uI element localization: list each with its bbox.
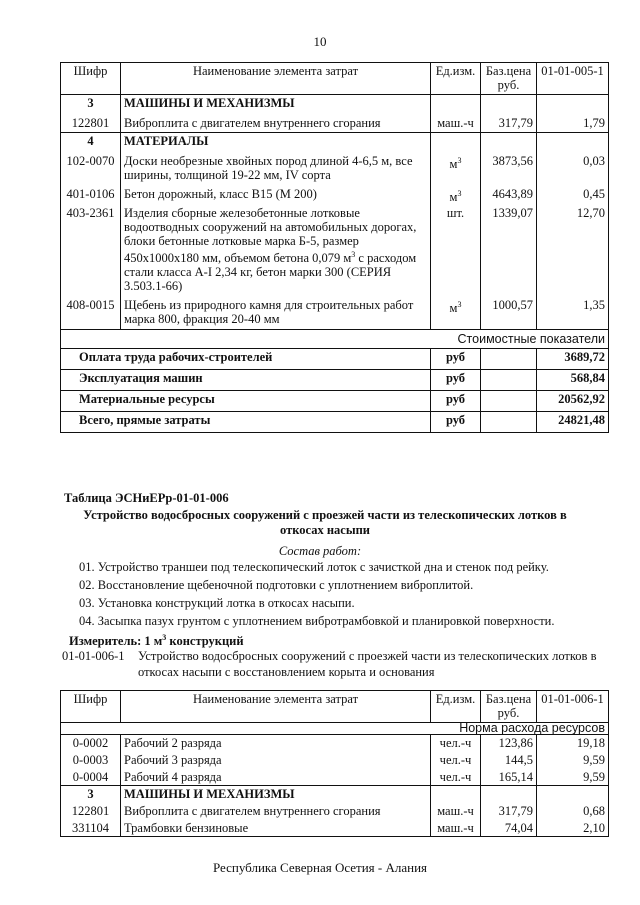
table-row: 331104 Трамбовки бензиновые маш.-ч 74,04 2,10 (61, 820, 609, 837)
total-row: Материальные ресурсы руб 20562,92 (61, 390, 609, 411)
col-code-header: Шифр (61, 63, 121, 95)
table-row: 122801 Виброплита с двигателем внутреннего сгорания маш.-ч 317,79 0,68 (61, 803, 609, 820)
norm-label: Норма расхода ресурсов (61, 723, 609, 735)
section-title: МАШИНЫ И МЕХАНИЗМЫ (121, 95, 431, 115)
total-row: Всего, прямые затраты руб 24821,48 (61, 411, 609, 432)
total-row: Оплата труда рабочих-строителей руб 3689,72 (61, 348, 609, 369)
col-norm-header: 01-01-005-1 (537, 63, 609, 95)
section-title: МАТЕРИАЛЫ (121, 133, 431, 153)
col-unit-header: Ед.изм. (431, 63, 481, 95)
measurement-unit: Измеритель: 1 $м^3$ конструкций (69, 633, 244, 649)
table-row: 102-0070 Доски необрезные хвойных пород длиной 4-6,5 м, все ширины, толщиной 19-22 мм, IV сорта $м^3$ 3873,56 0,03 (61, 153, 609, 186)
page-number: 10 (313, 34, 327, 49)
item-code: 01-01-006-1 (62, 649, 125, 663)
table-title: Таблица ЭСНиЕРр-01-01-006 (64, 491, 229, 505)
col-code-header: Шифр (61, 691, 121, 723)
section-number: 4 (61, 133, 121, 153)
col-unit-header: Ед.изм. (431, 691, 481, 723)
item-description: Устройство водосбросных сооружений с проезжей части из телескопических лотков в откосах насыпи с восстановлением корыта и основания (138, 649, 597, 679)
cost-indicators-label: Стоимостные показатели (61, 329, 609, 348)
table-row: 403-2361 Изделия сборные железобетонные лотковые водоотводных сооружений на автомобильных дорогах, блоки бетонные лотковые марка Б-5, размер 450х1000х180 мм, объемом бетона 0,079 $м^3$ с расходом стали класса А-I 2,34 кг, бетон марки 300 (СЕРИЯ 3.503.1-66) шт. 1339,07 12,70 (61, 205, 609, 297)
table-row: 401-0106 Бетон дорожный, класс В15 (М 200) $м^3$ 4643,89 0,45 (61, 186, 609, 205)
table-row: 0-0003 Рабочий 3 разряда чел.-ч 144,5 9,59 (61, 752, 609, 769)
resource-table-1 (60, 62, 609, 433)
section-title: МАШИНЫ И МЕХАНИЗМЫ (121, 786, 431, 803)
col-norm-header: 01-01-006-1 (537, 691, 609, 723)
table-row: 0-0004 Рабочий 4 разряда чел.-ч 165,14 9,59 (61, 769, 609, 786)
total-row: Эксплуатация машин руб 568,84 (61, 369, 609, 390)
table-row: 408-0015 Щебень из природного камня для строительных работ марка 800, фракция 20-40 мм $м^3$ 1000,57 1,35 (61, 297, 609, 330)
work-step: 04. Засыпка пазух грунтом с уплотнением вибротрамбовкой и планировкой поверхности. (79, 614, 555, 628)
section-number: 3 (61, 786, 121, 803)
col-name-header: Наименование элемента затрат (121, 691, 431, 723)
section-number: 3 (61, 95, 121, 115)
page-footer: Республика Северная Осетия - Алания (212, 860, 428, 875)
work-composition-title: Состав работ: (278, 544, 362, 558)
col-price-header: Баз.цена руб. (481, 63, 537, 95)
table-row: 0-0002 Рабочий 2 разряда чел.-ч 123,86 19,18 (61, 735, 609, 752)
work-step: 01. Устройство траншеи под телескопический лоток с зачисткой дна и стенок под рейку. (79, 560, 549, 574)
table-row: 122801 Виброплита с двигателем внутреннего сгорания маш.-ч 317,79 1,79 (61, 115, 609, 133)
col-name-header: Наименование элемента затрат (121, 63, 431, 95)
resource-table-2 (60, 690, 609, 837)
section-heading: Устройство водосбросных сооружений с проезжей части из телескопических лотков в откосах насыпи (83, 508, 567, 537)
col-price-header: Баз.цена руб. (481, 691, 537, 723)
work-step: 02. Восстановление щебеночной подготовки с уплотнением виброплитой. (79, 578, 474, 592)
work-step: 03. Установка конструкций лотка в откосах насыпи. (79, 596, 355, 610)
